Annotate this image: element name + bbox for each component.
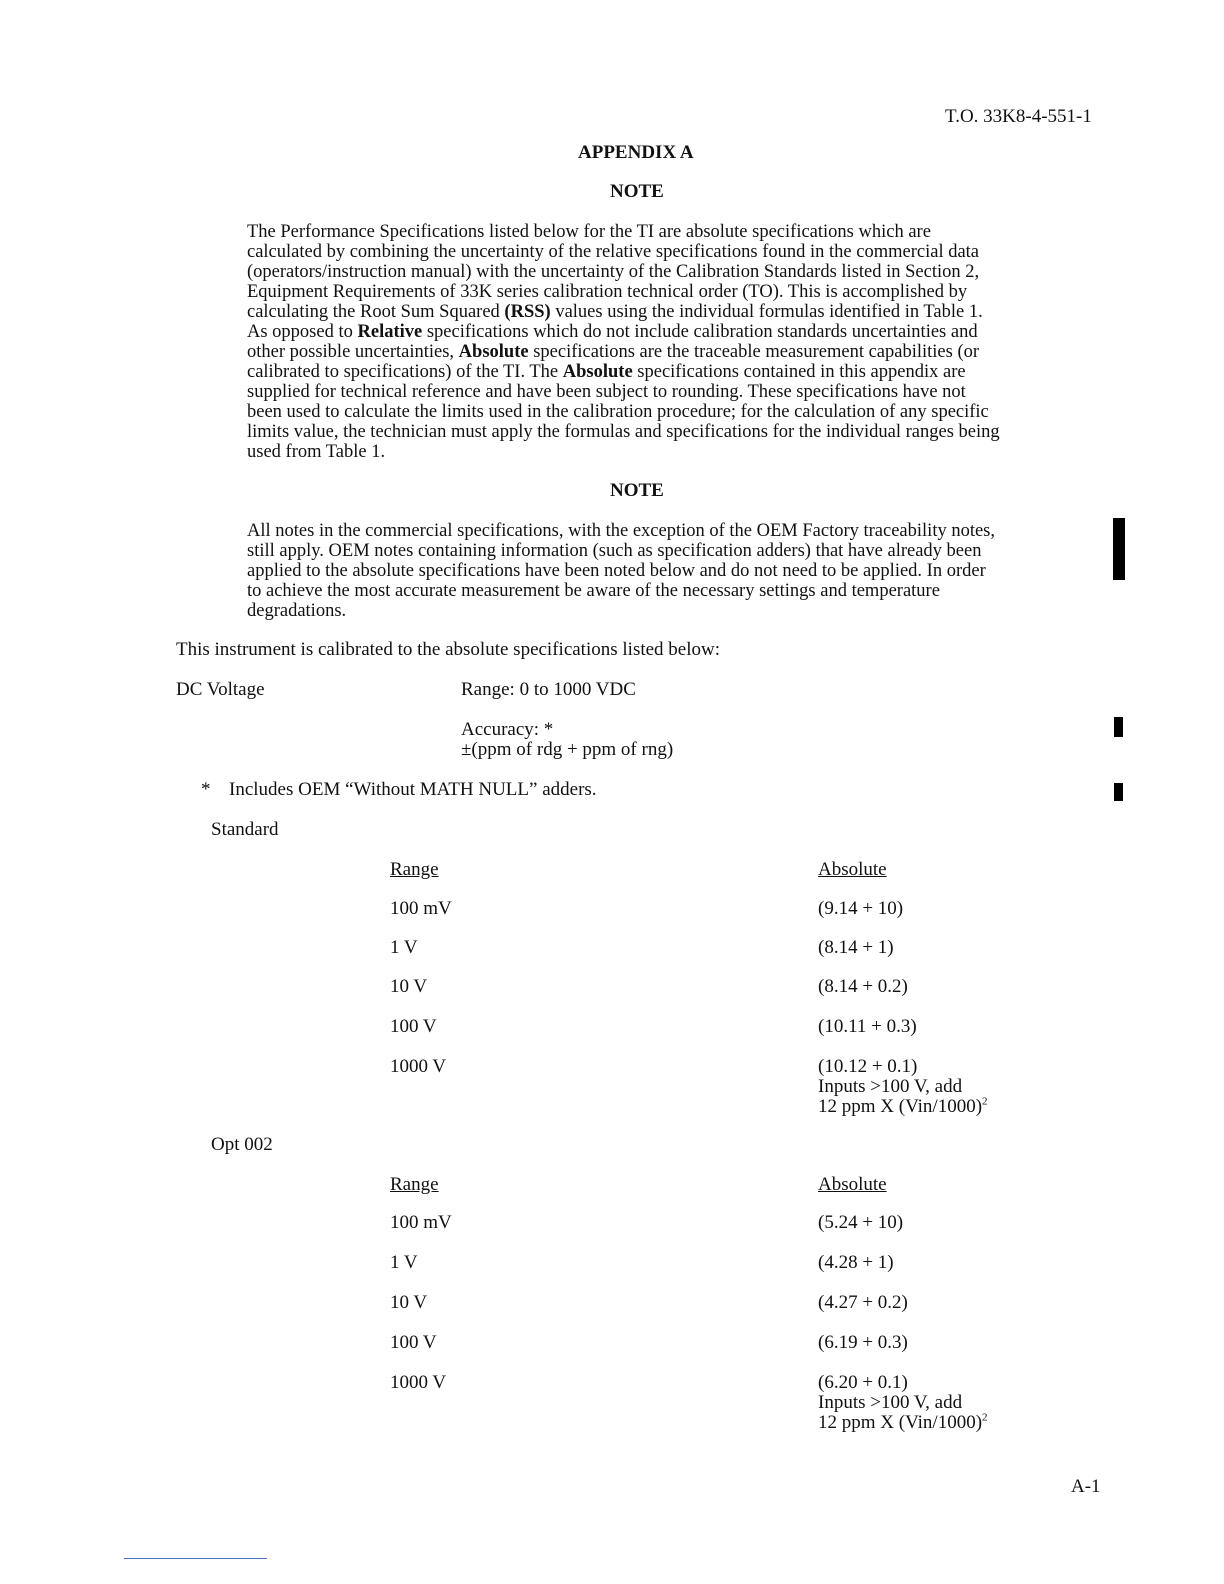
- note2-line: All notes in the commercial specifications, with the exception of the OEM Factory traceability notes,: [247, 521, 996, 541]
- note1-line: calibrated to specifications) of the TI. The Absolute specifications contained in this appendix are: [247, 362, 966, 382]
- standard-label: Standard: [211, 819, 279, 840]
- dc-formula: ±(ppm of rdg + ppm of rng): [461, 739, 674, 760]
- page-number: A-1: [1071, 1476, 1101, 1497]
- opt002-label: Opt 002: [211, 1134, 273, 1155]
- table-cell-note: 12 ppm X $(Vin/1000)^2$: [818, 1095, 988, 1117]
- table-cell: (5.24 + 10): [818, 1212, 904, 1233]
- note2-line: still apply. OEM notes containing information (such as specification adders) that have already been: [247, 541, 982, 561]
- opt002-col-absolute: Absolute: [818, 1174, 887, 1195]
- intro-text: This instrument is calibrated to the absolute specifications listed below:: [176, 639, 721, 660]
- table-cell: (6.20 + 0.1): [818, 1372, 908, 1393]
- table-cell: 100 V: [390, 1332, 437, 1353]
- note2-paragraph: [247, 521, 995, 621]
- note2-heading: NOTE: [610, 480, 664, 501]
- table-cell: (10.11 + 0.3): [818, 1016, 917, 1037]
- note1-line: As opposed to Relative specifications which do not include calibration standards uncertainties and: [247, 322, 978, 342]
- note1-line: (operators/instruction manual) with the uncertainty of the Calibration Standards listed in Section 2,: [247, 262, 980, 282]
- opt002-col-range: Range: [390, 1174, 439, 1195]
- note1-line: The Performance Specifications listed below for the TI are absolute specifications which are: [247, 222, 931, 242]
- table-cell: 100 V: [390, 1016, 437, 1037]
- table-cell: (4.28 + 1): [818, 1252, 894, 1273]
- document-number: T.O. 33K8-4-551-1: [945, 106, 1092, 127]
- note1-line: been used to calculate the limits used in the calibration procedure; for the calculation of any specific: [247, 402, 989, 422]
- dc-accuracy: Accuracy: *: [461, 719, 554, 740]
- table-cell-note: Inputs >100 V, add: [818, 1076, 963, 1097]
- footnote-bullet: *: [201, 779, 211, 800]
- table-cell: 100 mV: [390, 898, 452, 919]
- note1-line: Equipment Requirements of 33K series calibration technical order (TO). This is accomplished by: [247, 282, 968, 302]
- change-bar: [1113, 518, 1125, 580]
- change-bar: [1114, 717, 1123, 737]
- table-cell: 1 V: [390, 937, 418, 958]
- standard-col-absolute: Absolute: [818, 859, 887, 880]
- footnote-text: Includes OEM “Without MATH NULL” adders.: [229, 779, 597, 800]
- note1-paragraph: [247, 222, 1000, 462]
- table-cell: 1 V: [390, 1252, 418, 1273]
- note1-line: calculated by combining the uncertainty of the relative specifications found in the commercial data: [247, 242, 980, 262]
- table-cell-note: Inputs >100 V, add: [818, 1392, 963, 1413]
- note2-line: degradations.: [247, 601, 347, 621]
- note1-line: calculating the Root Sum Squared (RSS) values using the individual formulas identified in Table 1.: [247, 302, 983, 322]
- table-cell: (9.14 + 10): [818, 898, 904, 919]
- footer-rule: [124, 1558, 267, 1559]
- standard-col-range: Range: [390, 859, 439, 880]
- table-cell-note: 12 ppm X $(Vin/1000)^2$: [818, 1411, 988, 1433]
- table-cell: 100 mV: [390, 1212, 452, 1233]
- table-cell: (4.27 + 0.2): [818, 1292, 908, 1313]
- note1-line: used from Table 1.: [247, 442, 386, 462]
- note1-heading: NOTE: [610, 181, 664, 202]
- change-bar: [1114, 783, 1123, 801]
- table-cell: (8.14 + 0.2): [818, 976, 908, 997]
- note1-line: other possible uncertainties, Absolute specifications are the traceable measurement capabilities (or: [247, 342, 980, 362]
- table-cell: 10 V: [390, 976, 428, 997]
- note1-line: supplied for technical reference and have been subject to rounding. These specifications have not: [247, 382, 966, 402]
- dc-voltage-label: DC Voltage: [176, 679, 265, 700]
- note2-line: applied to the absolute specifications have been noted below and do not need to be applied. In order: [247, 561, 986, 581]
- table-cell: 1000 V: [390, 1056, 447, 1077]
- table-cell: (6.19 + 0.3): [818, 1332, 908, 1353]
- note2-line: to achieve the most accurate measurement be aware of the necessary settings and temperature: [247, 581, 940, 601]
- table-cell: 10 V: [390, 1292, 428, 1313]
- table-cell: (8.14 + 1): [818, 937, 894, 958]
- table-cell: 1000 V: [390, 1372, 447, 1393]
- note1-line: limits value, the technician must apply the formulas and specifications for the individual ranges being: [247, 422, 1000, 442]
- table-cell: (10.12 + 0.1): [818, 1056, 918, 1077]
- dc-range: Range: 0 to 1000 VDC: [461, 679, 636, 700]
- appendix-title: APPENDIX A: [578, 142, 694, 163]
